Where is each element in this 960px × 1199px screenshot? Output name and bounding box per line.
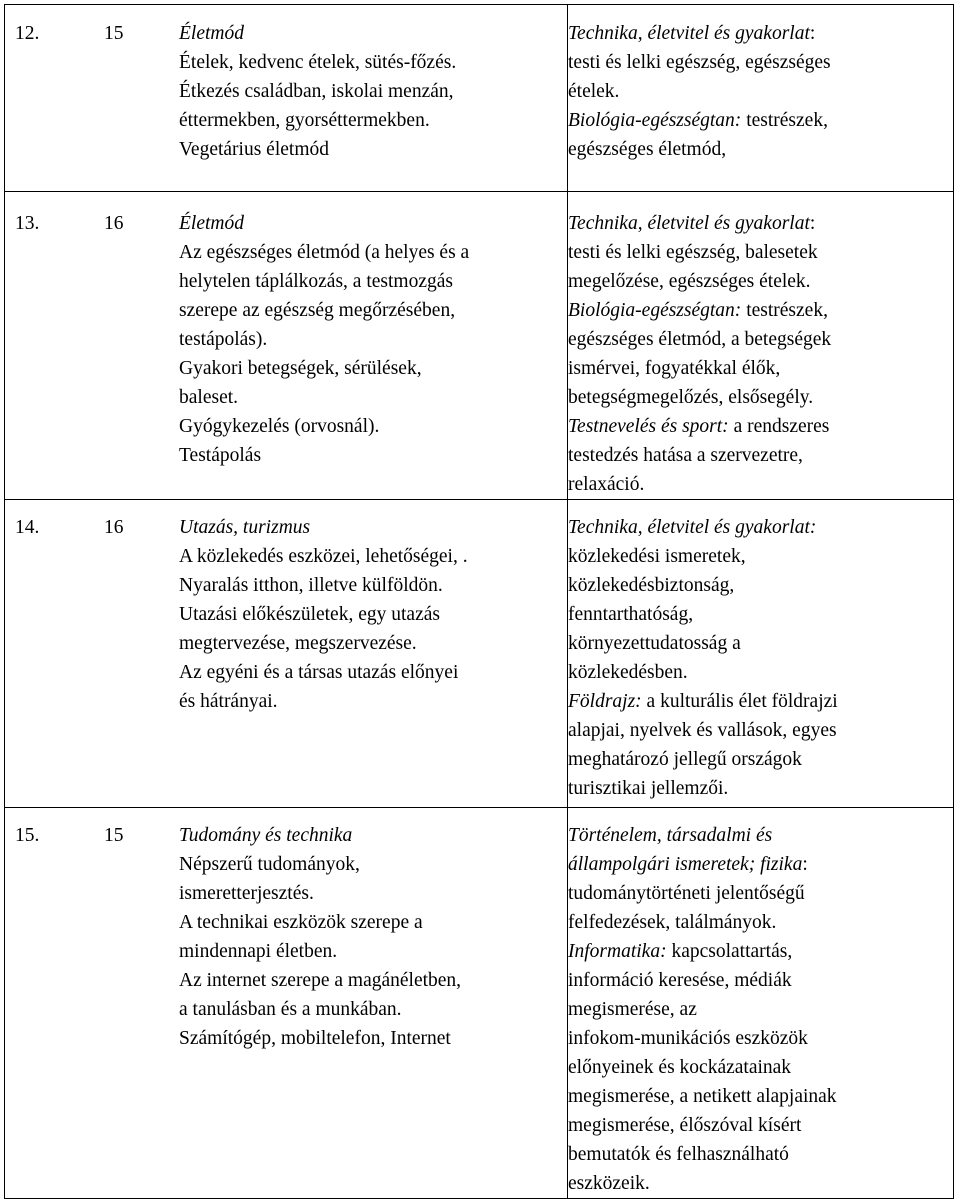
- connection-text: alapjai, nyelvek és vallások, egyes: [568, 720, 837, 741]
- topic-line: Az egyéni és a társas utazás előnyei: [179, 662, 459, 683]
- connection-text: egészséges életmód,: [568, 139, 727, 160]
- connection-text: fenntarthatóság,: [568, 604, 694, 625]
- connection-text: információ keresése, médiák: [568, 970, 792, 991]
- hours-count: 15: [104, 23, 124, 44]
- table-row: [5, 192, 954, 500]
- connection-text: relaxáció.: [568, 474, 645, 495]
- subject-name: Biológia-egészségtan:: [568, 300, 742, 321]
- topic-line: A közlekedés eszközei, lehetőségei, .: [179, 546, 468, 567]
- subject-name: Történelem, társadalmi és: [568, 825, 773, 846]
- topic-line: baleset.: [179, 387, 239, 408]
- topic-line: Gyakori betegségek, sérülések,: [179, 358, 422, 379]
- connection-text: betegségmegelőzés, elsősegély.: [568, 387, 814, 408]
- row-number: 15.: [15, 825, 40, 846]
- connection-text: közlekedésbiztonság,: [568, 575, 735, 596]
- topic-content: [179, 209, 567, 470]
- connection-text: turisztikai jellemzői.: [568, 778, 729, 799]
- topic-title: Életmód: [179, 23, 244, 44]
- connection-text: a kulturális élet földrajzi: [641, 691, 838, 712]
- connection-text: megelőzése, egészséges ételek.: [568, 271, 811, 292]
- topic-line: a tanulásban és a munkában.: [179, 999, 402, 1020]
- connection-text: testrészek,: [741, 300, 828, 321]
- row-number: 13.: [15, 213, 40, 234]
- subject-name: Földrajz:: [568, 691, 642, 712]
- topic-title: Utazás, turizmus: [179, 517, 311, 538]
- connection-text: ismérvei, fogyatékkal élők,: [568, 358, 781, 379]
- connection-text: testi és lelki egészség, balesetek: [568, 242, 818, 263]
- connection-text: testi és lelki egészség, egészséges: [568, 52, 831, 73]
- connection-text: testrészek,: [741, 110, 828, 131]
- row-number: 14.: [15, 517, 40, 538]
- table-row: [5, 500, 954, 808]
- connection-text: ételek.: [568, 81, 620, 102]
- hours-count: 16: [104, 517, 124, 538]
- connection-text: meghatározó jellegű országok: [568, 749, 802, 770]
- topic-line: szerepe az egészség megőrzésében,: [179, 300, 456, 321]
- connections-cell: [568, 500, 954, 808]
- topic-content: [179, 821, 567, 1053]
- row-number: 12.: [15, 23, 40, 44]
- topic-content: [179, 513, 567, 716]
- topic-title: Tudomány és technika: [179, 825, 353, 846]
- connection-text: bemutatók és felhasználható: [568, 1144, 789, 1165]
- connection-text: felfedezések, találmányok.: [568, 912, 777, 933]
- subject-name: állampolgári ismeretek; fizika: [568, 854, 803, 875]
- subject-name: Technika, életvitel és gyakorlat:: [568, 517, 817, 538]
- connection-text: infokom-munikációs eszközök: [568, 1028, 808, 1049]
- topic-line: helytelen táplálkozás, a testmozgás: [179, 271, 453, 292]
- topic-line: testápolás).: [179, 329, 268, 350]
- topic-line: ismeretterjesztés.: [179, 883, 314, 904]
- connections-cell: [568, 5, 954, 192]
- topic-line: Utazási előkészületek, egy utazás: [179, 604, 440, 625]
- connection-text: közlekedési ismeretek,: [568, 546, 746, 567]
- connection-text: :: [809, 23, 816, 44]
- subject-name: Informatika:: [568, 941, 667, 962]
- curriculum-table: [4, 4, 954, 1199]
- connection-text: eszközeik.: [568, 1173, 650, 1194]
- subject-name: Biológia-egészségtan:: [568, 110, 742, 131]
- topic-line: Népszerű tudományok,: [179, 854, 360, 875]
- subject-name: Testnevelés és sport:: [568, 416, 729, 437]
- topic-line: mindennapi életben.: [179, 941, 338, 962]
- topic-line: megtervezése, megszervezése.: [179, 633, 417, 654]
- topic-title: Életmód: [179, 213, 244, 234]
- topic-line: Gyógykezelés (orvosnál).: [179, 416, 380, 437]
- connection-text: megismerése, a netikett alapjainak: [568, 1086, 837, 1107]
- connection-text: közlekedésben.: [568, 662, 688, 683]
- connection-text: kapcsolattartás,: [666, 941, 793, 962]
- topic-line: A technikai eszközök szerepe a: [179, 912, 423, 933]
- topic-line: Vegetárius életmód: [179, 139, 329, 160]
- topic-line: éttermekben, gyorséttermekben.: [179, 110, 430, 131]
- connection-text: tudománytörténeti jelentőségű: [568, 883, 805, 904]
- connections-cell: [568, 808, 954, 1199]
- topic-line: Ételek, kedvenc ételek, sütés-főzés.: [179, 52, 457, 73]
- connection-text: megismerése, az: [568, 999, 697, 1020]
- hours-count: 15: [104, 825, 124, 846]
- table-row: [5, 5, 954, 192]
- topic-line: Testápolás: [179, 445, 262, 466]
- connections-cell: [568, 192, 954, 500]
- connection-text: :: [802, 854, 808, 875]
- connection-text: :: [809, 213, 816, 234]
- topic-line: Az egészséges életmód (a helyes és a: [179, 242, 470, 263]
- subject-name: Technika, életvitel és gyakorlat: [568, 213, 810, 234]
- topic-line: Számítógép, mobiltelefon, Internet: [179, 1028, 451, 1049]
- table-row: [5, 808, 954, 1199]
- topic-line: Étkezés családban, iskolai menzán,: [179, 81, 454, 102]
- topic-line: Nyaralás itthon, illetve külföldön.: [179, 575, 443, 596]
- connection-text: egészséges életmód, a betegségek: [568, 329, 832, 350]
- connection-text: környezettudatosság a: [568, 633, 741, 654]
- topic-cell: [5, 500, 568, 808]
- subject-name: Technika, életvitel és gyakorlat: [568, 23, 810, 44]
- topic-cell: [5, 808, 568, 1199]
- connection-text: testedzés hatása a szervezetre,: [568, 445, 803, 466]
- connection-text: a rendszeres: [728, 416, 830, 437]
- topic-line: Az internet szerepe a magánéletben,: [179, 970, 462, 991]
- topic-line: és hátrányai.: [179, 691, 278, 712]
- topic-cell: [5, 5, 568, 192]
- hours-count: 16: [104, 213, 124, 234]
- connection-text: előnyeinek és kockázatainak: [568, 1057, 792, 1078]
- topic-content: [179, 19, 567, 164]
- topic-cell: [5, 192, 568, 500]
- connection-text: megismerése, élőszóval kísért: [568, 1115, 802, 1136]
